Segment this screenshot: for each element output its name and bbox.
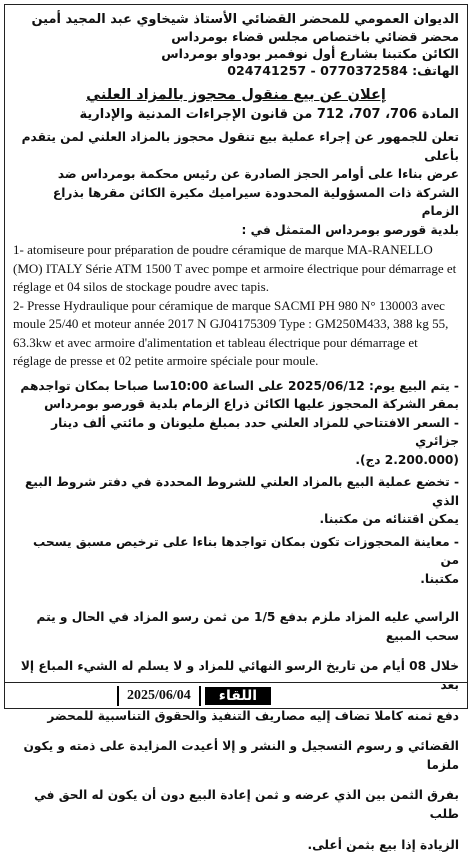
legal-articles: المادة 706، 707، 712 من قانون الإجراءات المدنية والإدارية — [79, 107, 459, 122]
list-item: 1- atomiseure pour préparation de poudre céramique de marque MA-RANELLO (MO) ITALY Série ATM 1500 T avec pompe et armoire électrique pour démarrage et réglage et 04 silos de stockage poudre avec tapis. — [13, 242, 457, 294]
notice-footer — [5, 682, 467, 708]
closing-paragraph — [5, 588, 467, 854]
legal-notice — [4, 4, 468, 852]
condition-line: - معاينة المحجوزات تكون بمكان تواجدها بناءا على ترخيص مسبق يسحب من — [32, 534, 459, 567]
condition-line: بمقر الشركة المحجوز عليها الكائن ذراع الزمام بلدية قورصو بومرداس — [44, 397, 459, 411]
header-phone: الهاتف: 0770372584 - 024741257 — [227, 63, 459, 78]
condition-line: مكتبنا. — [420, 571, 459, 586]
header-address: الكائن مكتبنا بشارع أول نوفمبر بودواو بومرداس — [161, 46, 459, 61]
sale-conditions — [5, 371, 467, 589]
list-item: 2- Presse Hydraulique pour céramique de marque SACMI PH 980 N° 130003 avec moule 25/40 et moteur année 2017 N GJ04175309 Type : GM250M433, 388 kg 55, 63.3kw et avec armoire d'alimentation et tableau électrique pour démarrage et réglage de presse et 02 petite armoire spéciale pour moule. — [13, 297, 449, 368]
header-title: محضر قضائي باختصاص مجلس قضاء بومرداس — [171, 29, 459, 44]
condition-line: - يتم البيع يوم: 2025/06/12 على الساعة 10:00سا صباحا بمكان تواجدهم — [20, 378, 459, 393]
closing-line: خلال 08 أيام من تاريخ الرسو النهائي للمزاد و لا يسلم له الشيء المباع إلا بعد — [20, 659, 459, 692]
closing-line: دفع ثمنه كاملا تضاف إليه مصاريف التنفيذ والحقوق التناسبية للمحضر — [47, 708, 459, 723]
notice-title: إعلان عن بيع منقول محجوز بالمزاد العلني — [86, 87, 386, 103]
intro-line: عرض بناءا على أوامر الحجز الصادرة عن رئيس محكمة بومرداس ضد — [57, 167, 459, 181]
intro-line: بلدية قورصو بومرداس المتمثل في : — [241, 222, 459, 237]
condition-line: (2.200.000 دج). — [355, 452, 459, 467]
intro-paragraph — [5, 124, 467, 239]
closing-line: الزيادة إذا بيع بثمن أعلى. — [307, 837, 459, 852]
items-list — [5, 239, 467, 371]
notice-header — [5, 5, 467, 79]
closing-line: بفرق الثمن بين الذي عرضه و ثمن إعادة البيع دون أن يكون له الحق في طلب — [34, 788, 459, 821]
intro-line: تعلن للجمهور عن إجراء عملية بيع تنقول محجوز بالمزاد العلني لمن يتقدم بأعلى — [21, 130, 459, 163]
condition-line: - السعر الافتتاحي للمزاد العلني حدد بمبلغ مليونان و مائتي ألف دينار جزائري — [51, 415, 459, 448]
closing-line: القضائي و رسوم التسجيل و النشر و إلا أعيدت المزايدة على ذمته و يكون ملزما — [23, 739, 459, 772]
header-office: الديوان العمومي للمحضر القضائي الأستاذ شيخاوي عبد المجيد أمين — [31, 12, 459, 27]
newspaper-name: اللقاء — [205, 687, 271, 705]
publication-date: 2025/06/04 — [117, 686, 201, 706]
intro-line: الشركة ذات المسؤولية المحدودة سيراميك مكيرة الكائن مقرها بذراع الزمام — [52, 185, 459, 218]
condition-line: - تخضع عملية البيع بالمزاد العلني للشروط المحددة في دفتر شروط البيع الذي — [24, 475, 459, 508]
condition-line: يمكن اقتنائه من مكتبنا. — [319, 512, 459, 526]
closing-line: الراسي عليه المزاد ملزم بدفع 1/5 من ثمن رسو المزاد في الحال و يتم سحب المبيع — [36, 610, 459, 643]
